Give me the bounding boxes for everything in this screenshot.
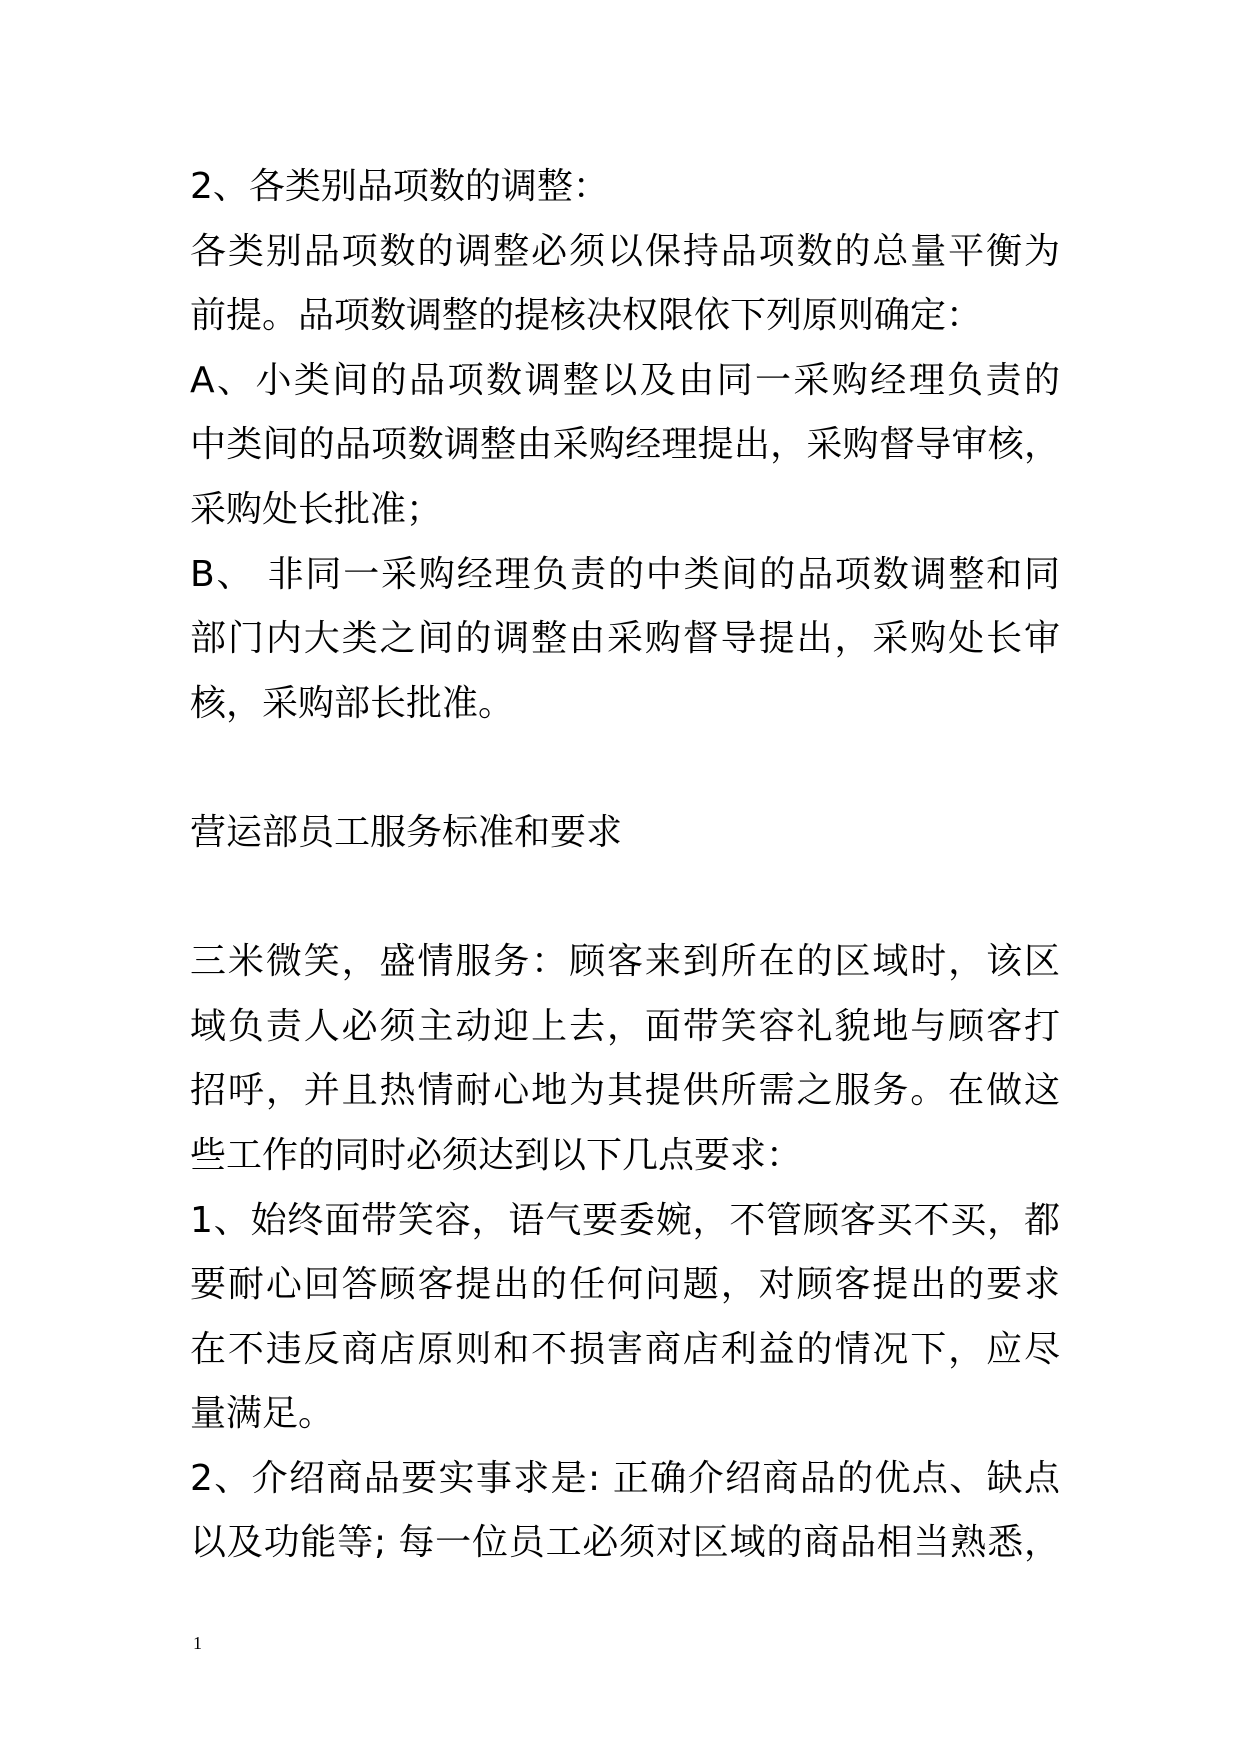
paragraph-line: 些工作的同时必须达到以下几点要求： (190, 1134, 803, 1176)
paragraph-line: A、小类间的品项数调整以及由同一采购经理负责的 (190, 359, 1060, 401)
paragraph-line: 要耐心回答顾客提出的任何问题，对顾客提出的要求 (190, 1264, 1060, 1306)
paragraph-line: 采购处长批准； (190, 488, 443, 530)
paragraph-line: 前提。品项数调整的提核决权限依下列原则确定： (190, 295, 983, 337)
paragraph-line: 2、介绍商品要实事求是: 正确介绍商品的优点、缺点 (190, 1457, 1060, 1499)
paragraph-line: 核，采购部长批准。 (190, 682, 515, 724)
paragraph-line: 2、各类别品项数的调整： (190, 166, 609, 207)
paragraph-line: 三米微笑，盛情服务：顾客来到所在的区域时，该区 (190, 941, 1060, 983)
paragraph-line: 各类别品项数的调整必须以保持品项数的总量平衡为 (190, 230, 1060, 272)
document-body (190, 155, 1060, 1576)
paragraph-line: 部门内大类之间的调整由采购督导提出，采购处长审 (190, 618, 1060, 660)
page-number: 1 (193, 1633, 202, 1653)
blank-line (190, 866, 1060, 931)
paragraph-line: 域负责人必须主动迎上去，面带笑容礼貌地与顾客打 (190, 1005, 1060, 1047)
paragraph-line: B、 非同一采购经理负责的中类间的品项数调整和同 (190, 553, 1060, 595)
paragraph-line: 量满足。 (190, 1393, 335, 1435)
paragraph-line: 招呼，并且热情耐心地为其提供所需之服务。在做这 (190, 1070, 1060, 1112)
paragraph-line: 1、始终面带笑容，语气要委婉，不管顾客买不买，都 (190, 1199, 1060, 1241)
paragraph-line: 以及功能等; 每一位员工必须对区域的商品相当熟悉， (190, 1522, 1060, 1564)
blank-line (190, 736, 1060, 801)
paragraph-line: 在不违反商店原则和不损害商店利益的情况下，应尽 (190, 1328, 1060, 1370)
section-heading: 营运部员工服务标准和要求 (190, 811, 623, 853)
paragraph-line: 中类间的品项数调整由采购经理提出，采购督导审核， (190, 424, 1060, 466)
